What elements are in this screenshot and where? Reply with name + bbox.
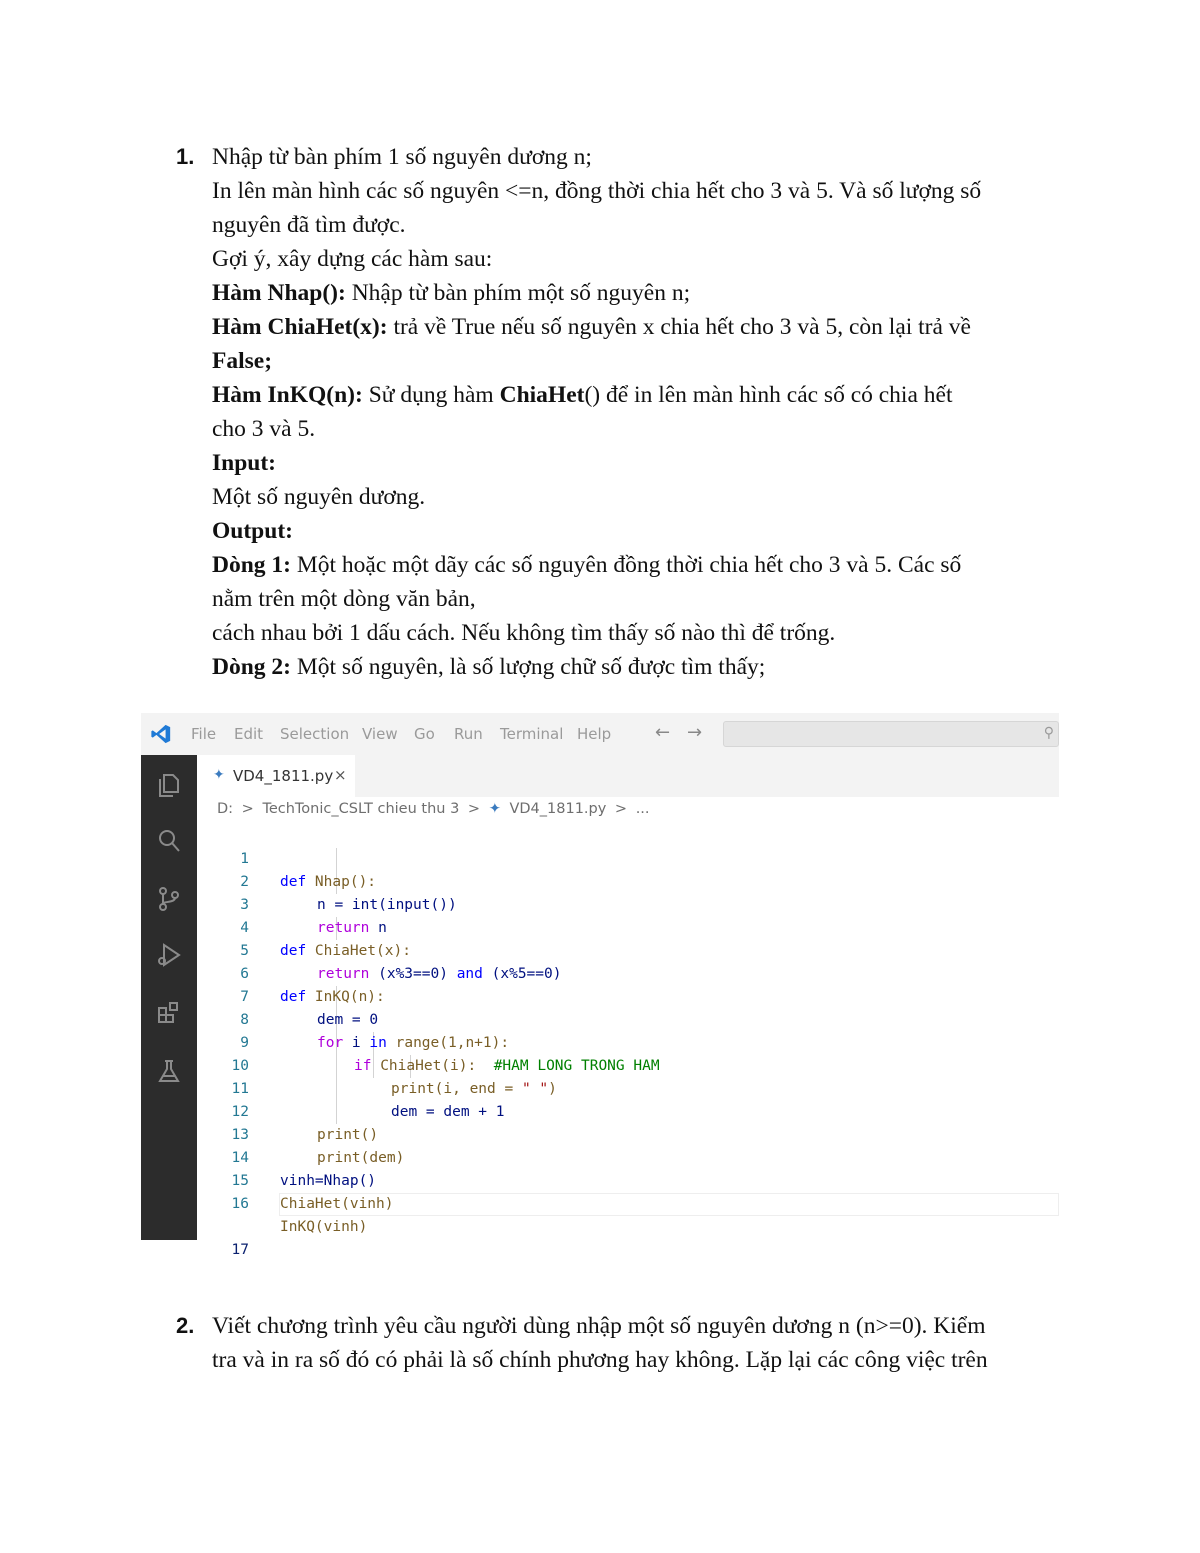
line2-label: Dòng 2:	[212, 654, 291, 680]
menu-run[interactable]: Run	[454, 725, 483, 743]
code-text: n	[369, 920, 387, 936]
code-string: " "	[521, 1081, 549, 1097]
line1-desc: Một hoặc một dãy các số nguyên đồng thời chia hết cho 3 và 5. Các số	[291, 552, 962, 578]
line-number: 15	[231, 1173, 249, 1189]
q1-line-1: Nhập từ bàn phím 1 số nguyên dương n;	[212, 144, 592, 170]
source-control-icon[interactable]	[155, 885, 183, 913]
python-file-icon: ✦	[488, 801, 501, 817]
code-editor[interactable]	[197, 825, 1059, 1258]
line-number: 16	[231, 1196, 249, 1212]
menu-file[interactable]: File	[191, 725, 217, 743]
keyword: def	[280, 943, 307, 959]
line-number: 1	[240, 851, 249, 867]
func-chiahet-desc: trả về True nếu số nguyên x chia hết cho 3 và 5, còn lại trả về	[387, 314, 971, 340]
run-debug-icon[interactable]	[155, 941, 183, 969]
keyword: def	[280, 989, 307, 1005]
breadcrumb	[217, 801, 654, 817]
code-text: i	[343, 1035, 370, 1051]
vscode-screenshot	[141, 713, 1059, 1258]
vscode-logo-icon	[149, 723, 173, 745]
line-number: 6	[240, 966, 249, 982]
menu-help[interactable]: Help	[577, 725, 612, 743]
q1-output-line-1-cont-2: cách nhau bởi 1 dấu cách. Nếu không tìm thấy số nào thì để trống.	[212, 620, 836, 646]
line-number: 12	[231, 1104, 249, 1120]
keyword: def	[280, 874, 307, 890]
menu-selection[interactable]: Selection	[280, 725, 350, 743]
q1-func-nhap	[212, 276, 690, 310]
line-number: 7	[240, 989, 249, 1005]
line-number: 5	[240, 943, 249, 959]
func-inkq-desc-1: Sử dụng hàm	[362, 382, 500, 408]
tab-close-icon[interactable]: ×	[334, 766, 347, 784]
func-inkq-chiahet: ChiaHet	[499, 382, 585, 408]
q1-output-label	[212, 514, 293, 548]
q1-func-inkq-cont: cho 3 và 5.	[212, 416, 316, 442]
search-icon: ⚲	[1043, 725, 1054, 741]
breadcrumb-symbols[interactable]: ...	[635, 801, 650, 817]
python-file-icon: ✦	[213, 767, 225, 783]
line-number: 3	[240, 897, 249, 913]
breadcrumb-file[interactable]: VD4_1811.py	[509, 801, 607, 817]
q1-line-2: In lên màn hình các số nguyên <=n, đồng thời chia hết cho 3 và 5. Và số lượng số	[212, 178, 982, 204]
q1-input-label	[212, 446, 276, 480]
tab-filename: VD4_1811.py	[233, 767, 334, 785]
q2-line-1: Viết chương trình yêu cầu người dùng nhập một số nguyên dương n (n>=0). Kiểm	[212, 1313, 986, 1339]
menu-go[interactable]: Go	[414, 725, 435, 743]
code-text: ChiaHet(i):	[371, 1058, 494, 1074]
line-number: 17	[231, 1242, 249, 1258]
menu-bar	[141, 713, 1059, 755]
func-chiahet-false: False;	[212, 348, 273, 374]
code-text: n = int(input())	[317, 897, 457, 913]
menu-edit[interactable]: Edit	[234, 725, 264, 743]
code-text: dem = dem + 1	[391, 1104, 505, 1120]
q1-line-4: Gợi ý, xây dựng các hàm sau:	[212, 246, 493, 272]
func-nhap-desc: Nhập từ bàn phím một số nguyên n;	[345, 280, 691, 306]
back-arrow-icon[interactable]: ←	[655, 722, 671, 743]
func-chiahet-name: Hàm ChiaHet(x):	[212, 314, 388, 340]
code-text: InKQ(n):	[306, 989, 385, 1005]
editor-tab[interactable]	[197, 755, 355, 797]
keyword: if	[354, 1058, 372, 1074]
q1-output-line-2	[212, 650, 765, 684]
q1-output-line-1-cont-1: nằm trên một dòng văn bản,	[212, 586, 476, 612]
code-line	[197, 825, 1059, 890]
line-number: 13	[231, 1127, 249, 1143]
keyword: and	[456, 966, 483, 982]
code-text: (x%5==0)	[482, 966, 562, 982]
testing-flask-icon[interactable]	[155, 1057, 183, 1085]
command-search-box[interactable]	[723, 721, 1059, 747]
keyword: for	[317, 1035, 344, 1051]
line-number: 8	[240, 1012, 249, 1028]
func-inkq-desc-2: () để in lên màn hình các số có chia hết	[584, 382, 953, 408]
code-text: print(dem)	[317, 1150, 405, 1166]
menu-view[interactable]: View	[362, 725, 398, 743]
code-text: (x%3==0)	[369, 966, 457, 982]
line1-label: Dòng 1:	[212, 552, 291, 578]
menu-terminal[interactable]: Terminal	[500, 725, 564, 743]
func-nhap-name: Hàm Nhap():	[212, 280, 346, 306]
line-number: 2	[240, 874, 249, 890]
breadcrumb-folder[interactable]: TechTonic_CSLT chieu thu 3	[262, 801, 460, 817]
line-number: 11	[231, 1081, 249, 1097]
breadcrumb-separator: >	[241, 801, 254, 817]
current-line-highlight	[279, 1193, 1059, 1216]
line-number: 10	[231, 1058, 249, 1074]
breadcrumb-separator: >	[467, 801, 481, 817]
q1-func-inkq	[212, 378, 952, 412]
code-text: ChiaHet(x):	[306, 943, 411, 959]
code-text: ChiaHet(vinh)	[280, 1196, 394, 1212]
keyword: return	[317, 920, 370, 936]
question-2-number: 2.	[176, 1313, 195, 1338]
keyword: return	[317, 966, 370, 982]
q1-input-text: Một số nguyên dương.	[212, 484, 426, 510]
q1-func-chiahet	[212, 310, 971, 344]
code-text: )	[548, 1081, 557, 1097]
explorer-icon[interactable]	[155, 771, 183, 799]
code-text: Nhap():	[306, 874, 377, 890]
q1-func-chiahet-cont	[212, 344, 272, 378]
input-label: Input:	[212, 450, 277, 476]
code-text: dem = 0	[317, 1012, 379, 1028]
breadcrumb-drive[interactable]: D:	[217, 801, 234, 817]
search-activity-icon[interactable]	[155, 827, 183, 855]
keyword: in	[369, 1035, 387, 1051]
code-text: range(1,n+1):	[386, 1035, 510, 1051]
question-1-number: 1.	[176, 144, 195, 169]
breadcrumb-separator: >	[614, 801, 628, 817]
extensions-icon[interactable]	[155, 999, 183, 1027]
q1-line-3: nguyên đã tìm được.	[212, 212, 406, 238]
q2-line-2: tra và in ra số đó có phải là số chính phương hay không. Lặp lại các công việc trên	[212, 1347, 988, 1373]
code-text: InKQ(vinh)	[280, 1219, 368, 1235]
line-number: 9	[240, 1035, 249, 1051]
code-text: vinh=Nhap()	[280, 1173, 377, 1189]
q1-output-line-1	[212, 548, 961, 582]
activity-bar	[141, 755, 197, 1240]
code-text: print()	[317, 1127, 379, 1143]
line-number: 14	[231, 1150, 249, 1166]
output-label: Output:	[212, 518, 293, 544]
line2-desc: Một số nguyên, là số lượng chữ số được tìm thấy;	[291, 654, 766, 680]
func-inkq-name: Hàm InKQ(n):	[212, 382, 363, 408]
code-text: print(i, end =	[391, 1081, 522, 1097]
code-comment: #HAM LONG TRONG HAM	[493, 1058, 660, 1074]
forward-arrow-icon[interactable]: →	[687, 722, 703, 743]
line-number: 4	[240, 920, 249, 936]
editor-tab-bar	[197, 755, 1059, 797]
